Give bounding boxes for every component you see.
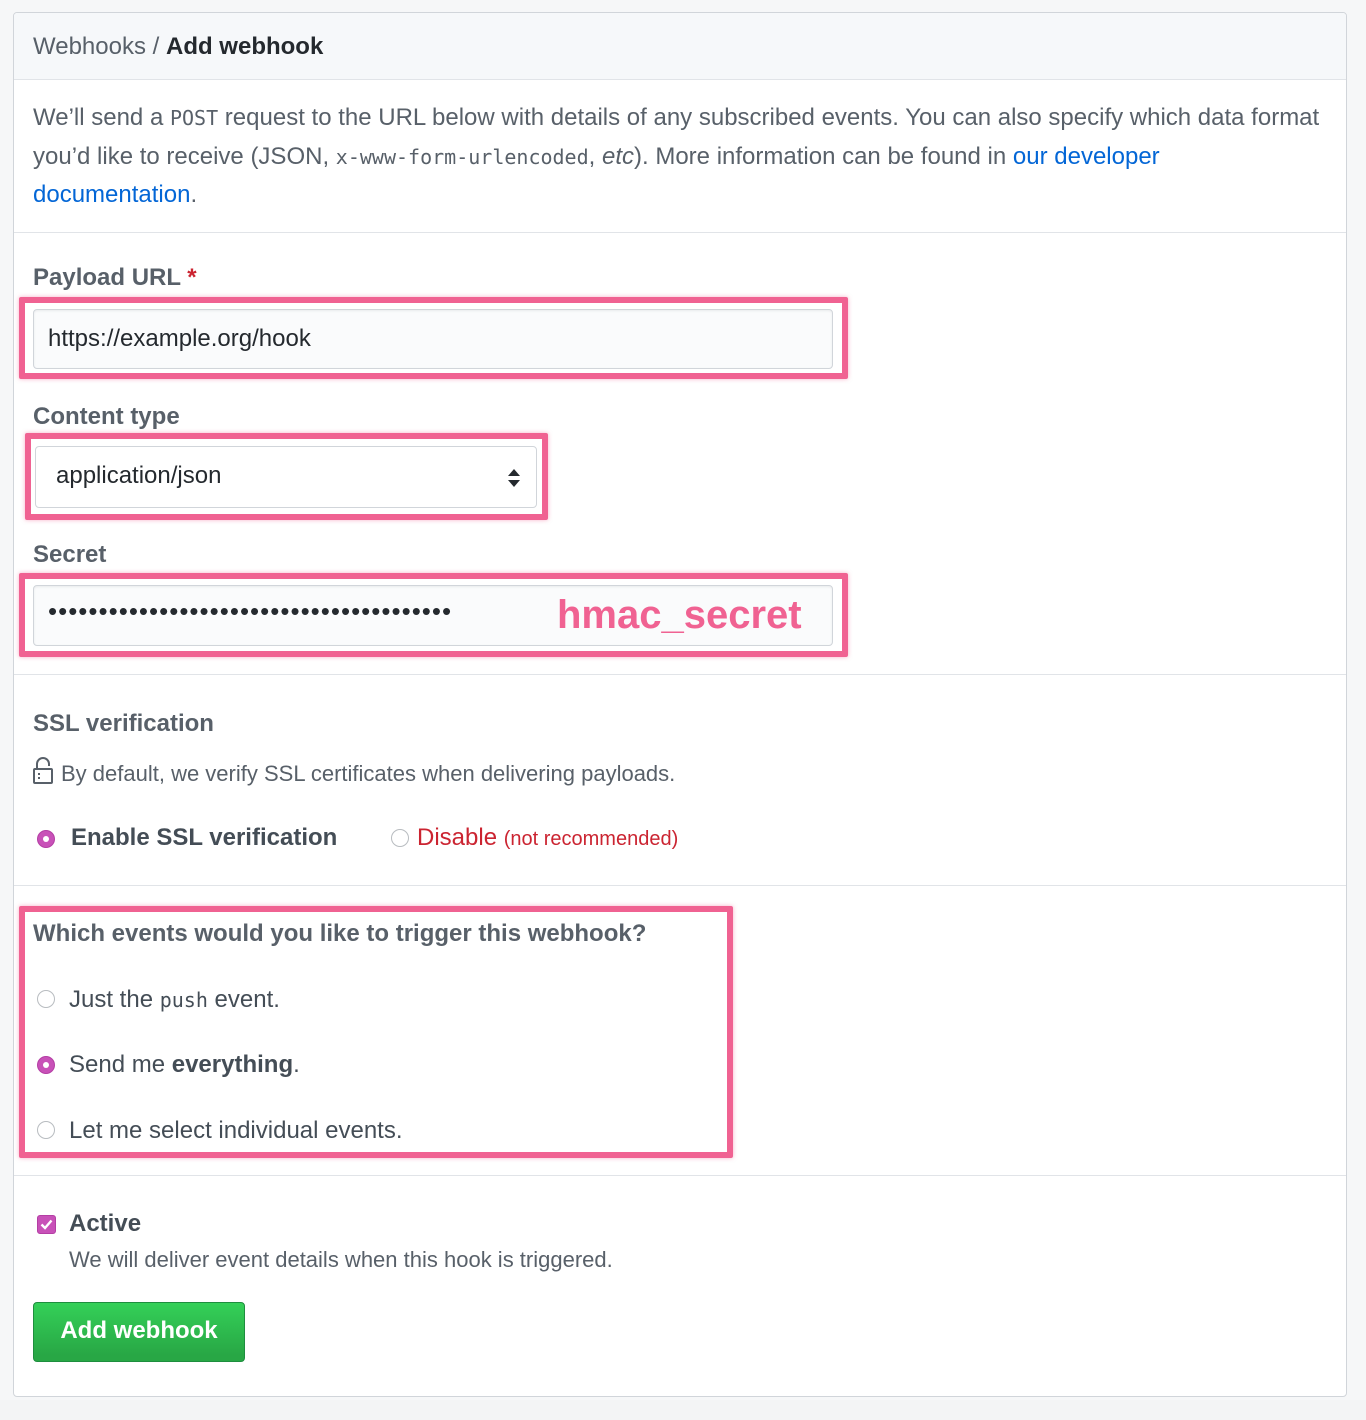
events-push-code: push <box>159 988 208 1012</box>
events-individual-radio[interactable] <box>37 1121 55 1139</box>
page-title: Add webhook <box>165 33 324 60</box>
ssl-enable-label[interactable]: Enable SSL verification <box>71 824 338 851</box>
events-push-post: event. <box>207 986 280 1013</box>
breadcrumb-separator: / <box>145 33 166 60</box>
ssl-help: By default, we verify SSL certificates when delivering payloads. <box>61 761 676 786</box>
payload-url-label <box>33 263 197 293</box>
events-everything-pre: Send me <box>69 1051 172 1078</box>
ssl-title: SSL verification <box>33 710 214 737</box>
unlock-icon <box>32 757 54 785</box>
content-type-value: application/json <box>56 462 222 489</box>
divider <box>14 232 1346 233</box>
breadcrumb-parent-link[interactable]: Webhooks <box>33 33 146 60</box>
events-push-pre: Just the <box>69 986 160 1013</box>
secret-input[interactable] <box>33 585 833 646</box>
intro-part4: ). More information can be found in <box>634 142 1013 170</box>
ssl-disable-label: Disable <box>417 824 498 851</box>
secret-annotation: hmac_secret <box>557 593 802 637</box>
events-question: Which events would you like to trigger this webhook? <box>33 920 647 947</box>
divider <box>14 674 1346 675</box>
developer-docs-link[interactable]: our developer documentation <box>33 142 1160 208</box>
events-push-label[interactable] <box>69 985 280 1015</box>
breadcrumb <box>33 32 323 62</box>
payload-url-input[interactable] <box>33 309 833 369</box>
events-everything-radio[interactable] <box>37 1056 55 1074</box>
payload-url-label-text: Payload URL <box>33 264 181 291</box>
ssl-disable-option[interactable] <box>417 823 678 854</box>
content-type-select[interactable] <box>35 446 537 508</box>
intro-code-post: POST <box>169 106 219 130</box>
intro-part5: . <box>190 181 198 208</box>
webhook-form-panel <box>13 12 1347 1397</box>
panel-header <box>14 13 1346 80</box>
events-push-radio[interactable] <box>37 990 55 1008</box>
divider <box>14 1175 1346 1176</box>
checkmark-icon <box>38 1216 55 1233</box>
payload-url-value: https://example.org/hook <box>48 325 311 352</box>
active-checkbox[interactable] <box>37 1215 56 1234</box>
intro-part2: request to the URL below with details of any subscribed events. You can also specify which data format you’d like to receive (JSON, <box>33 104 1320 170</box>
events-everything-post: . <box>293 1051 300 1078</box>
intro-part3: , <box>588 142 602 170</box>
intro-text <box>33 99 1323 215</box>
ssl-disable-note: (not recommended) <box>503 828 679 850</box>
content-type-label: Content type <box>33 403 180 430</box>
events-everything-bold: everything <box>171 1051 294 1078</box>
secret-label: Secret <box>33 541 107 568</box>
divider <box>14 885 1346 886</box>
intro-etc: etc <box>602 142 635 170</box>
events-everything-label[interactable] <box>69 1050 300 1080</box>
ssl-disable-radio[interactable] <box>391 829 409 847</box>
intro-code-form: x-www-form-urlencoded <box>335 144 589 169</box>
active-label[interactable]: Active <box>69 1210 142 1237</box>
active-help: We will deliver event details when this hook is triggered. <box>69 1247 613 1272</box>
events-individual-label[interactable]: Let me select individual events. <box>69 1117 403 1144</box>
ssl-enable-radio[interactable] <box>37 830 55 848</box>
secret-masked-value: •••••••••••••••••••••••••••••••••••••••• <box>48 596 453 626</box>
intro-part1: We’ll send a <box>33 104 170 131</box>
select-arrows-icon <box>506 467 522 489</box>
add-webhook-button[interactable]: Add webhook <box>33 1302 245 1362</box>
required-mark: * <box>187 264 197 291</box>
page-bottom-edge <box>0 1400 1366 1420</box>
